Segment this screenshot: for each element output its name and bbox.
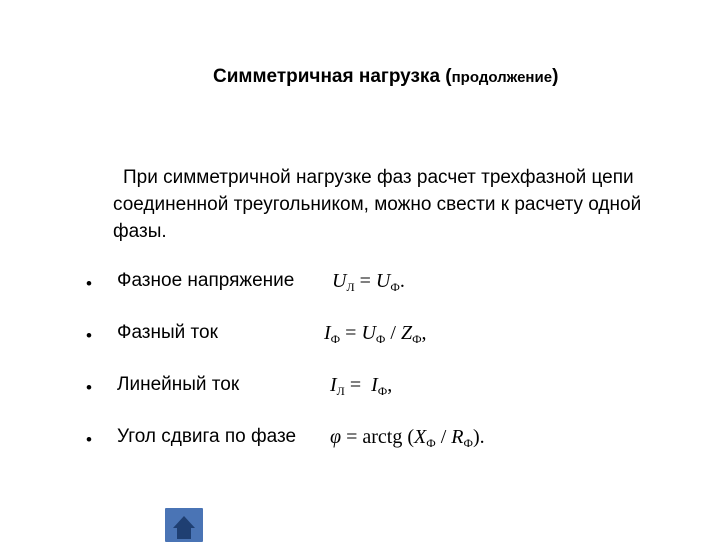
formula-part: Ф [377, 384, 388, 398]
title-subtitle: продолжение [451, 69, 553, 86]
home-icon [165, 508, 203, 542]
formula-part: U [332, 270, 347, 292]
title-close-paren: ) [552, 66, 559, 87]
bullet-item-phase-voltage [86, 270, 706, 300]
bullet-icon: • [86, 274, 92, 293]
bullet-icon: • [86, 378, 92, 397]
slide-title [213, 66, 558, 88]
formula-part: Ф [330, 332, 341, 346]
formula-part: U [361, 322, 376, 344]
formula-part: / [435, 426, 452, 448]
formula-part: ). [472, 426, 485, 448]
formula-part: Ф [463, 436, 473, 450]
formula-part: Z [400, 322, 413, 344]
formula-part: Ф [375, 332, 386, 346]
formula-part: Ф [390, 280, 400, 294]
formula-part: = arctg ( [341, 426, 414, 448]
bullet-item-line-current [86, 374, 706, 404]
formula-part: I [371, 374, 378, 396]
title-main: Симметричная нагрузка ( [213, 66, 452, 87]
home-button[interactable] [165, 508, 203, 542]
formula-part: , [387, 374, 393, 396]
bullet-label: Фазный ток [117, 322, 218, 343]
paragraph-line: соединенной треугольником, можно свести к расчету одной [113, 194, 642, 215]
formula [330, 374, 392, 399]
formula-part: , [421, 322, 427, 344]
bullet-label: Фазное напряжение [117, 270, 295, 291]
intro-paragraph [113, 164, 703, 245]
formula-part: Л [336, 384, 345, 398]
formula-part: Ф [412, 332, 422, 346]
formula [330, 426, 485, 451]
formula-part: = [344, 374, 372, 396]
bullet-icon: • [86, 326, 92, 345]
bullet-item-phase-angle [86, 426, 706, 456]
formula-part: U [375, 270, 391, 292]
bullet-item-phase-current [86, 322, 706, 352]
bullet-label: Угол сдвига по фазе [117, 426, 297, 447]
formula [332, 270, 405, 295]
formula-part: R [451, 426, 464, 448]
formula-part: φ [330, 426, 342, 448]
bullet-label: Линейный ток [117, 374, 240, 395]
formula-part: = [340, 322, 362, 344]
formula-part: Л [346, 280, 355, 294]
bullet-icon: • [86, 430, 92, 449]
formula-part: = [354, 270, 376, 292]
formula-part: Ф [426, 436, 436, 450]
formula [324, 322, 427, 347]
paragraph-line: фазы. [113, 221, 167, 242]
paragraph-line: При симметричной нагрузке фаз расчет трехфазной цепи [123, 167, 634, 188]
formula-part: X [414, 426, 427, 448]
formula-part: I [330, 374, 337, 396]
formula-part: / [385, 322, 401, 344]
formula-part: . [399, 270, 405, 292]
formula-part: I [324, 322, 331, 344]
